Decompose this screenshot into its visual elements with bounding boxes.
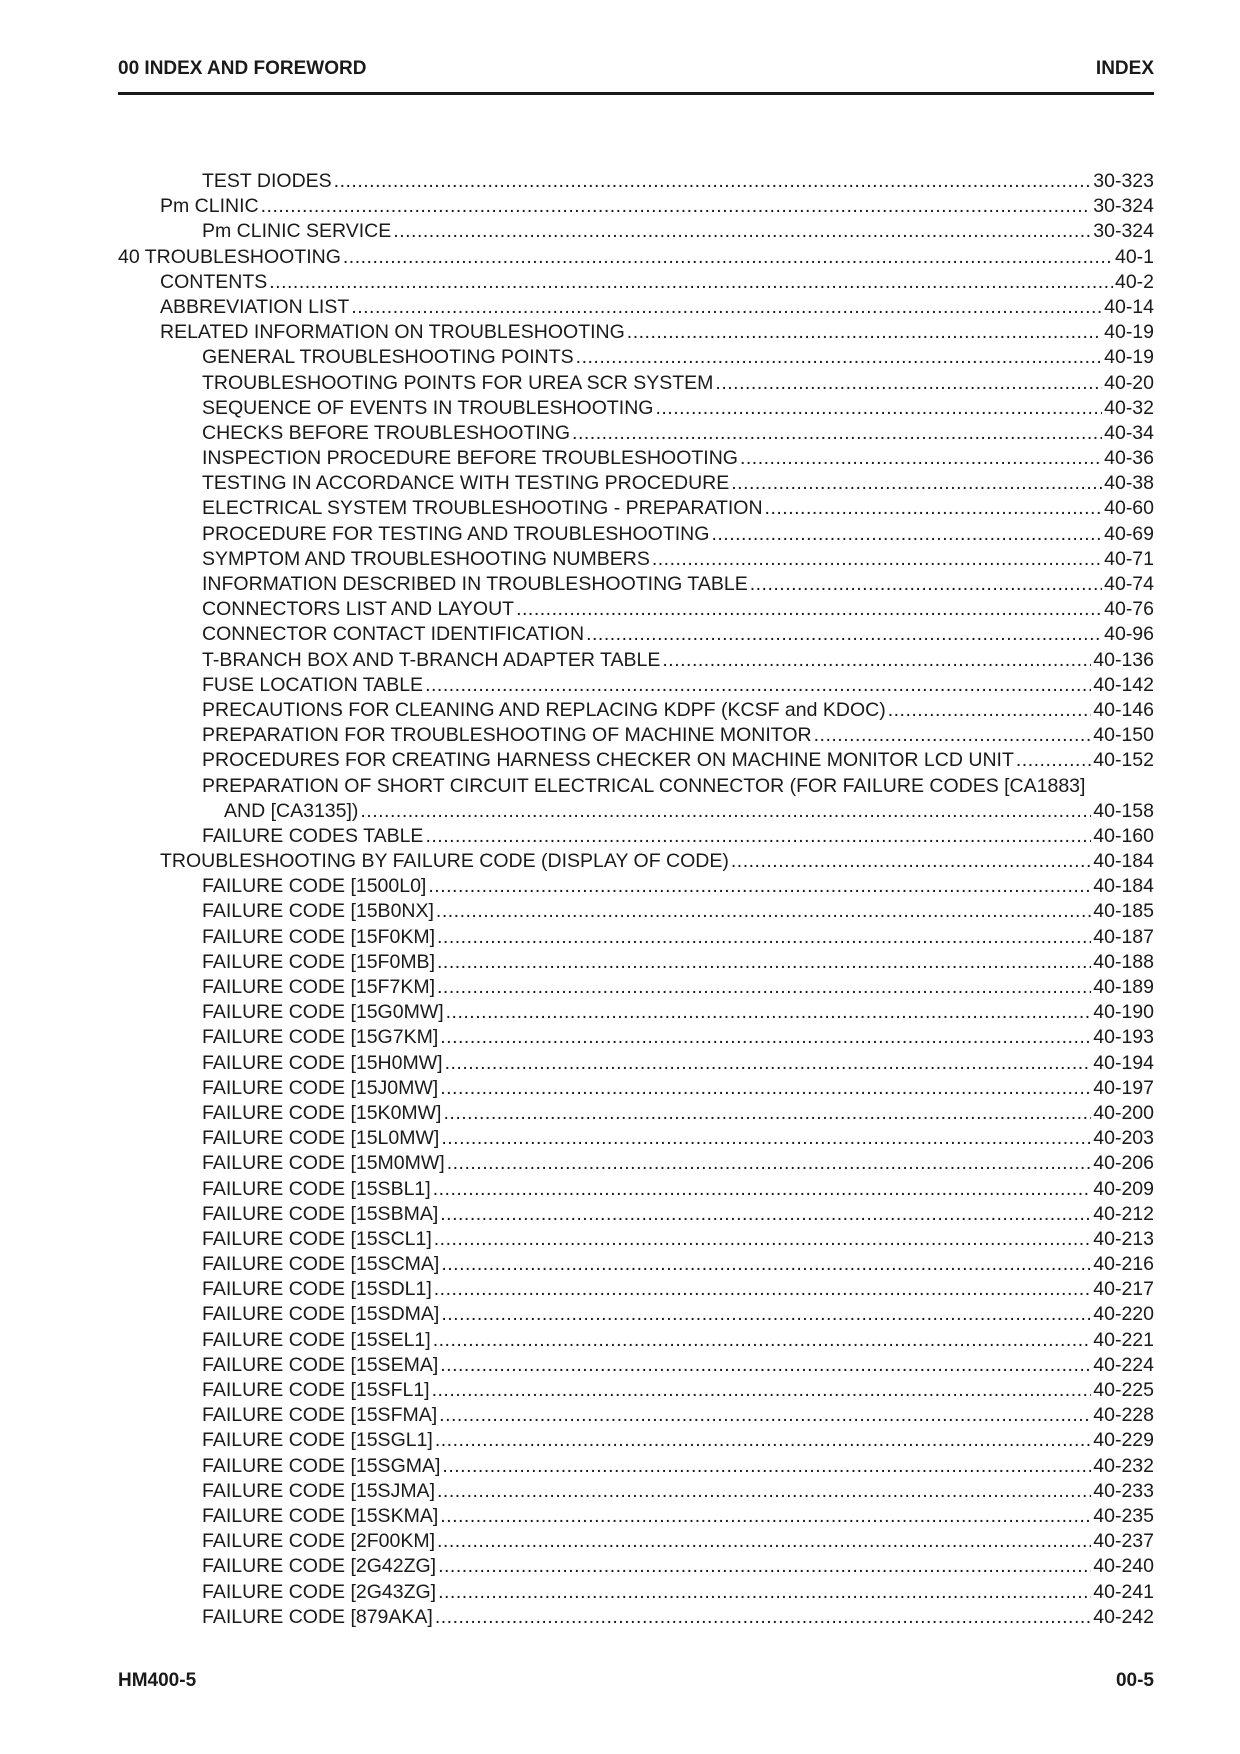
toc-entry-page: 40-184 (1091, 849, 1154, 874)
toc-entry[interactable] (202, 1353, 1154, 1378)
toc-entry-title: FUSE LOCATION TABLE (202, 673, 425, 698)
toc-entry[interactable] (202, 1454, 1154, 1479)
toc-leader-dots (425, 673, 1091, 698)
toc-entry-title: SEQUENCE OF EVENTS IN TROUBLESHOOTING (202, 396, 655, 421)
toc-entry-page: 40-220 (1091, 1302, 1154, 1327)
toc-entry-title: FAILURE CODE [15B0NX] (202, 899, 436, 924)
toc-entry-title: FAILURE CODE [15SEMA] (202, 1353, 440, 1378)
toc-leader-dots (437, 950, 1091, 975)
toc-leader-dots (432, 1378, 1092, 1403)
toc-entry-page: 40-158 (1091, 799, 1154, 824)
toc-entry-title: T-BRANCH BOX AND T-BRANCH ADAPTER TABLE (202, 648, 662, 673)
toc-leader-dots (440, 1025, 1091, 1050)
toc-leader-dots (261, 194, 1092, 219)
toc-entry-page: 40-189 (1091, 975, 1154, 1000)
toc-entry-title: PROCEDURE FOR TESTING AND TROUBLESHOOTING (202, 522, 711, 547)
toc-leader-dots (269, 270, 1113, 295)
toc-leader-dots (516, 597, 1102, 622)
toc-entry-title: Pm CLINIC SERVICE (202, 219, 393, 244)
toc-entry-title: FAILURE CODE [15SGL1] (202, 1428, 435, 1453)
toc-entry[interactable] (202, 673, 1154, 698)
toc-leader-dots (435, 1605, 1091, 1630)
toc-entry[interactable] (202, 774, 1154, 799)
toc-leader-dots (445, 1051, 1092, 1076)
toc-entry-title: FAILURE CODE [15L0MW] (202, 1126, 441, 1151)
toc-entry[interactable] (202, 698, 1154, 723)
toc-entry[interactable] (202, 1151, 1154, 1176)
toc-entry[interactable] (160, 849, 1154, 874)
toc-entry-title: FAILURE CODE [15F7KM] (202, 975, 437, 1000)
toc-entry-page: 40-235 (1091, 1504, 1154, 1529)
toc-leader-dots (428, 874, 1091, 899)
toc-entry[interactable] (202, 1403, 1154, 1428)
toc-leader-dots (446, 1000, 1092, 1025)
toc-entry-page: 30-323 (1091, 169, 1154, 194)
toc-entry[interactable] (202, 1252, 1154, 1277)
toc-entry-title: PREPARATION OF SHORT CIRCUIT ELECTRICAL CONNECTOR (FOR FAILURE CODES [CA1883] (202, 774, 1087, 799)
toc-entry-title: INFORMATION DESCRIBED IN TROUBLESHOOTING TABLE (202, 572, 750, 597)
toc-entry-page: 40-209 (1091, 1177, 1154, 1202)
toc-entry[interactable] (202, 824, 1154, 849)
toc-entry[interactable] (202, 1479, 1154, 1504)
toc-entry-page: 40-221 (1091, 1328, 1154, 1353)
toc-entry[interactable] (202, 421, 1154, 446)
toc-entry[interactable] (202, 1529, 1154, 1554)
toc-leader-dots (447, 1151, 1092, 1176)
toc-entry-page: 40-19 (1102, 345, 1154, 370)
toc-entry-title: FAILURE CODE [15SJMA] (202, 1479, 437, 1504)
toc-leader-dots (441, 1302, 1091, 1327)
toc-leader-dots (440, 1076, 1091, 1101)
toc-entry-title: FAILURE CODE [15K0MW] (202, 1101, 443, 1126)
model-number: HM400-5 (118, 1670, 197, 1691)
toc-leader-dots (627, 320, 1102, 345)
toc-entry[interactable] (202, 648, 1154, 673)
toc-entry-page: 40-36 (1102, 446, 1154, 471)
toc-leader-dots (351, 295, 1102, 320)
toc-entry-page: 40-197 (1091, 1076, 1154, 1101)
toc-entry-page: 40-200 (1091, 1101, 1154, 1126)
toc-entry-title: ELECTRICAL SYSTEM TROUBLESHOOTING - PREPARATION (202, 496, 765, 521)
toc-entry-page: 40-60 (1102, 496, 1154, 521)
toc-entry-title: FAILURE CODE [15G7KM] (202, 1025, 440, 1050)
toc-entry-page: 40-20 (1102, 371, 1154, 396)
toc-entry[interactable] (202, 572, 1154, 597)
toc-entry-title: RELATED INFORMATION ON TROUBLESHOOTING (160, 320, 627, 345)
toc-leader-dots (437, 1479, 1091, 1504)
toc-leader-dots (711, 522, 1102, 547)
toc-entry-page: 40-150 (1091, 723, 1154, 748)
toc-entry-title: FAILURE CODE [15H0MW] (202, 1051, 445, 1076)
toc-entry[interactable] (160, 194, 1154, 219)
toc-entry-title: FAILURE CODE [15SBL1] (202, 1177, 433, 1202)
toc-leader-dots (437, 1529, 1091, 1554)
toc-entry-title: INSPECTION PROCEDURE BEFORE TROUBLESHOOTING (202, 446, 740, 471)
toc-entry[interactable] (202, 950, 1154, 975)
toc-entry[interactable] (202, 1428, 1154, 1453)
toc-entry[interactable] (202, 925, 1154, 950)
toc-entry-title: FAILURE CODE [2F00KM] (202, 1529, 437, 1554)
toc-entry[interactable] (202, 1227, 1154, 1252)
toc-entry-title: FAILURE CODE [2G42ZG] (202, 1554, 438, 1579)
toc-entry[interactable] (202, 748, 1154, 773)
toc-entry-title: PREPARATION FOR TROUBLESHOOTING OF MACHINE MONITOR (202, 723, 814, 748)
toc-entry[interactable] (202, 547, 1154, 572)
toc-entry[interactable] (202, 1328, 1154, 1353)
toc-entry-page: 40-184 (1091, 874, 1154, 899)
toc-leader-dots (437, 975, 1091, 1000)
toc-entry-page: 40-213 (1091, 1227, 1154, 1252)
toc-entry[interactable] (202, 1277, 1154, 1302)
toc-entry-title: TEST DIODES (202, 169, 334, 194)
toc-entry[interactable] (202, 1504, 1154, 1529)
toc-entry-page: 40-216 (1091, 1252, 1154, 1277)
toc-entry[interactable] (202, 446, 1154, 471)
toc-entry-page: 40-2 (1113, 270, 1154, 295)
toc-entry-title: SYMPTOM AND TROUBLESHOOTING NUMBERS (202, 547, 652, 572)
toc-leader-dots (437, 925, 1091, 950)
toc-entry-page: 40-187 (1091, 925, 1154, 950)
toc-entry-title: FAILURE CODE [15F0MB] (202, 950, 437, 975)
toc-entry-page: 40-142 (1091, 673, 1154, 698)
toc-entry[interactable] (202, 899, 1154, 924)
toc-entry[interactable] (224, 799, 1154, 824)
toc-leader-dots (888, 698, 1092, 723)
toc-leader-dots (334, 169, 1092, 194)
toc-entry-page: 40-1 (1113, 245, 1154, 270)
toc-leader-dots (440, 1353, 1091, 1378)
toc-leader-dots (438, 1580, 1091, 1605)
toc-entry-page: 40-228 (1091, 1403, 1154, 1428)
toc-leader-dots (731, 849, 1091, 874)
toc-leader-dots (434, 1227, 1092, 1252)
toc-entry-title: FAILURE CODE [2G43ZG] (202, 1580, 438, 1605)
toc-entry[interactable] (202, 471, 1154, 496)
toc-entry[interactable] (202, 169, 1154, 194)
toc-entry-title: FAILURE CODE [15SCMA] (202, 1252, 441, 1277)
toc-entry-title: TESTING IN ACCORDANCE WITH TESTING PROCEDURE (202, 471, 731, 496)
toc-entry[interactable] (202, 1177, 1154, 1202)
toc-entry-page: 40-233 (1091, 1479, 1154, 1504)
toc-entry[interactable] (160, 295, 1154, 320)
toc-entry[interactable] (202, 723, 1154, 748)
toc-entry-title: FAILURE CODE [15J0MW] (202, 1076, 440, 1101)
toc-entry-page: 40-160 (1091, 824, 1154, 849)
toc-entry-title: CONTENTS (160, 270, 269, 295)
toc-entry[interactable] (202, 975, 1154, 1000)
toc-entry[interactable] (202, 1554, 1154, 1579)
toc-leader-dots (576, 345, 1102, 370)
table-of-contents (118, 169, 1154, 1630)
toc-leader-dots (1016, 748, 1091, 773)
toc-entry[interactable] (202, 1126, 1154, 1151)
toc-entry-page: 40-32 (1102, 396, 1154, 421)
toc-entry-title: CONNECTOR CONTACT IDENTIFICATION (202, 622, 586, 647)
toc-entry-title: ABBREVIATION LIST (160, 295, 351, 320)
toc-leader-dots (662, 648, 1091, 673)
toc-leader-dots (439, 1403, 1091, 1428)
toc-entry-title: AND [CA3135]) (224, 799, 360, 824)
toc-entry-page: 40-206 (1091, 1151, 1154, 1176)
toc-entry[interactable] (160, 320, 1154, 345)
toc-entry[interactable] (202, 396, 1154, 421)
toc-entry[interactable] (202, 219, 1154, 244)
toc-entry[interactable] (202, 874, 1154, 899)
toc-leader-dots (436, 899, 1091, 924)
toc-entry-title: FAILURE CODE [15SKMA] (202, 1504, 440, 1529)
toc-entry[interactable] (202, 1000, 1154, 1025)
toc-entry-page: 40-190 (1091, 1000, 1154, 1025)
page-number: 00-5 (1115, 1670, 1154, 1691)
toc-entry-title: FAILURE CODE [15M0MW] (202, 1151, 447, 1176)
toc-entry-page: 40-188 (1091, 950, 1154, 975)
toc-leader-dots (572, 421, 1102, 446)
toc-entry-page: 40-96 (1102, 622, 1154, 647)
toc-entry-page: 40-241 (1091, 1580, 1154, 1605)
toc-entry-page: 40-152 (1091, 748, 1154, 773)
toc-entry-page: 40-74 (1102, 572, 1154, 597)
toc-entry-page: 40-237 (1091, 1529, 1154, 1554)
toc-entry-title: CHECKS BEFORE TROUBLESHOOTING (202, 421, 572, 446)
toc-entry-title: GENERAL TROUBLESHOOTING POINTS (202, 345, 576, 370)
toc-leader-dots (433, 1177, 1092, 1202)
toc-entry[interactable] (202, 496, 1154, 521)
toc-leader-dots (440, 1504, 1091, 1529)
toc-leader-dots (655, 396, 1102, 421)
toc-leader-dots (438, 1554, 1091, 1579)
toc-entry[interactable] (202, 622, 1154, 647)
toc-entry[interactable] (160, 270, 1154, 295)
toc-leader-dots (360, 799, 1091, 824)
toc-entry-page: 40-69 (1102, 522, 1154, 547)
toc-entry-title: PRECAUTIONS FOR CLEANING AND REPLACING KDPF (KCSF and KDOC) (202, 698, 888, 723)
toc-entry[interactable] (202, 1378, 1154, 1403)
toc-entry[interactable] (118, 245, 1154, 270)
toc-entry-page: 40-76 (1102, 597, 1154, 622)
toc-entry-page: 40-38 (1102, 471, 1154, 496)
toc-leader-dots (435, 1428, 1091, 1453)
toc-leader-dots (731, 471, 1102, 496)
toc-entry-title: FAILURE CODE [15SDMA] (202, 1302, 441, 1327)
toc-leader-dots (715, 371, 1102, 396)
toc-leader-dots (433, 1328, 1092, 1353)
toc-entry[interactable] (202, 597, 1154, 622)
toc-entry-title: 40 TROUBLESHOOTING (118, 245, 343, 270)
toc-entry-title: FAILURE CODE [15G0MW] (202, 1000, 446, 1025)
toc-entry-page: 40-240 (1091, 1554, 1154, 1579)
toc-entry[interactable] (202, 1580, 1154, 1605)
toc-entry-page: 40-224 (1091, 1353, 1154, 1378)
toc-leader-dots (740, 446, 1102, 471)
toc-entry-page: 40-225 (1091, 1378, 1154, 1403)
toc-entry-title: FAILURE CODE [879AKA] (202, 1605, 435, 1630)
toc-entry-title: PROCEDURES FOR CREATING HARNESS CHECKER ON MACHINE MONITOR LCD UNIT (202, 748, 1016, 773)
toc-entry[interactable] (202, 1605, 1154, 1630)
toc-leader-dots (434, 1277, 1092, 1302)
toc-entry-page: 40-146 (1091, 698, 1154, 723)
toc-entry-page: 40-242 (1091, 1605, 1154, 1630)
toc-entry-page: 40-34 (1102, 421, 1154, 446)
toc-entry[interactable] (202, 1202, 1154, 1227)
toc-entry-page: 40-232 (1091, 1454, 1154, 1479)
toc-entry[interactable] (202, 371, 1154, 396)
page-footer (118, 1670, 1154, 1696)
toc-entry-page: 40-19 (1102, 320, 1154, 345)
toc-leader-dots (343, 245, 1113, 270)
toc-entry-title: FAILURE CODES TABLE (202, 824, 425, 849)
toc-entry-title: FAILURE CODE [15SFMA] (202, 1403, 439, 1428)
toc-entry-title: FAILURE CODE [1500L0] (202, 874, 428, 899)
toc-entry-title: FAILURE CODE [15F0KM] (202, 925, 437, 950)
toc-entry[interactable] (202, 1101, 1154, 1126)
toc-entry-page: 40-193 (1091, 1025, 1154, 1050)
toc-leader-dots (441, 1252, 1091, 1277)
toc-entry[interactable] (202, 1025, 1154, 1050)
toc-leader-dots (443, 1101, 1091, 1126)
toc-entry-page: 40-185 (1091, 899, 1154, 924)
toc-leader-dots (750, 572, 1102, 597)
toc-entry-title: FAILURE CODE [15SCL1] (202, 1227, 434, 1252)
toc-leader-dots (442, 1454, 1091, 1479)
toc-entry-page: 40-203 (1091, 1126, 1154, 1151)
toc-entry-page: 40-212 (1091, 1202, 1154, 1227)
toc-entry-title: CONNECTORS LIST AND LAYOUT (202, 597, 516, 622)
toc-leader-dots (441, 1126, 1091, 1151)
toc-entry-page: 40-194 (1091, 1051, 1154, 1076)
toc-entry-title: FAILURE CODE [15SEL1] (202, 1328, 433, 1353)
toc-leader-dots (765, 496, 1103, 521)
toc-entry-title: FAILURE CODE [15SGMA] (202, 1454, 442, 1479)
toc-entry-page: 40-14 (1102, 295, 1154, 320)
toc-leader-dots (425, 824, 1091, 849)
toc-entry-page: 40-217 (1091, 1277, 1154, 1302)
toc-leader-dots (586, 622, 1102, 647)
toc-leader-dots (393, 219, 1091, 244)
toc-entry-title: FAILURE CODE [15SFL1] (202, 1378, 432, 1403)
toc-entry-page: 40-71 (1102, 547, 1154, 572)
toc-entry-page: 40-229 (1091, 1428, 1154, 1453)
toc-entry-page: 30-324 (1091, 219, 1154, 244)
toc-entry[interactable] (202, 1302, 1154, 1327)
section-title: 00 INDEX AND FOREWORD (118, 58, 367, 79)
toc-entry-title: TROUBLESHOOTING BY FAILURE CODE (DISPLAY OF CODE) (160, 849, 731, 874)
toc-leader-dots (440, 1202, 1091, 1227)
toc-leader-dots (814, 723, 1092, 748)
toc-entry[interactable] (202, 1076, 1154, 1101)
toc-entry-title: Pm CLINIC (160, 194, 261, 219)
toc-entry-title: FAILURE CODE [15SBMA] (202, 1202, 440, 1227)
toc-entry[interactable] (202, 522, 1154, 547)
toc-entry-title: FAILURE CODE [15SDL1] (202, 1277, 434, 1302)
page-title: INDEX (1095, 58, 1154, 79)
toc-entry-page: 30-324 (1091, 194, 1154, 219)
toc-entry[interactable] (202, 1051, 1154, 1076)
toc-entry-page: 40-136 (1091, 648, 1154, 673)
page-header (118, 58, 1154, 95)
toc-entry-title: TROUBLESHOOTING POINTS FOR UREA SCR SYSTEM (202, 371, 715, 396)
toc-leader-dots (652, 547, 1102, 572)
toc-entry[interactable] (202, 345, 1154, 370)
